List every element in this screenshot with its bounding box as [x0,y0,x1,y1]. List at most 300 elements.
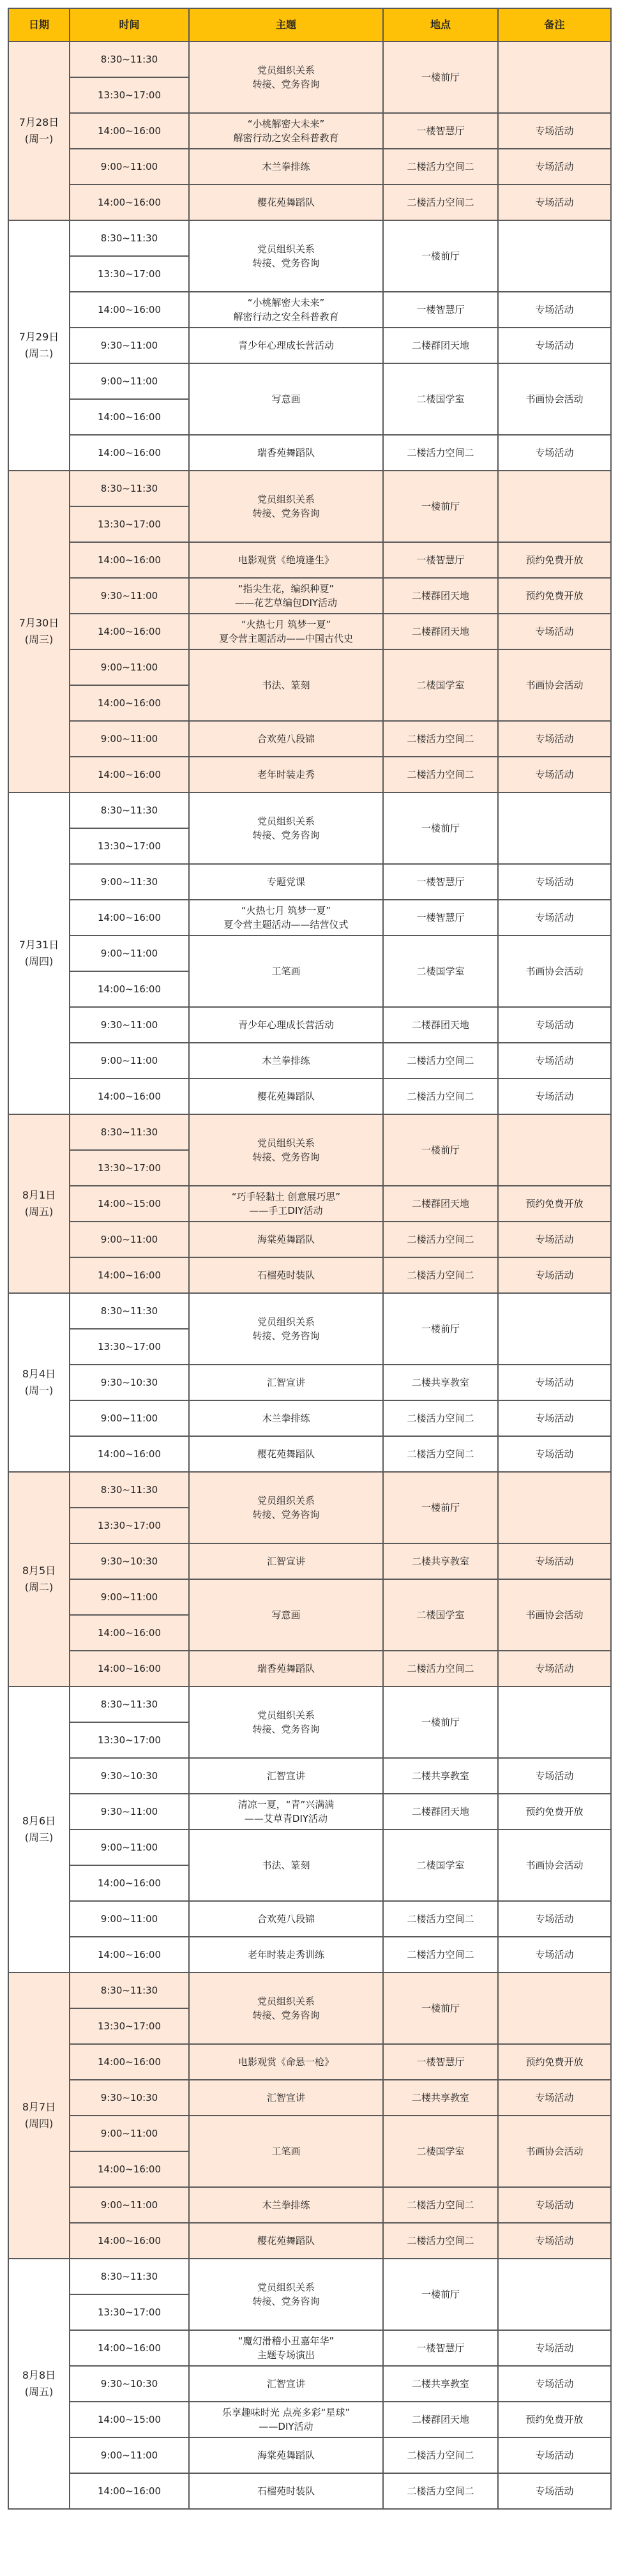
place-cell: 一楼前厅 [383,792,498,864]
topic-line: 转接、党务咨询 [252,1330,320,1342]
place-cell: 二楼活力空间二 [383,1222,498,1257]
time-cell: 14:00~16:00 [70,292,189,328]
place-cell: 二楼活力空间二 [383,2223,498,2259]
table-body [8,42,611,2509]
note-cell: 书画协会活动 [498,2116,611,2187]
place-cell: 二楼共享教室 [383,1758,498,1794]
time-cell: 13:30~17:00 [70,2008,189,2044]
note-cell: 书画协会活动 [498,1830,611,1901]
topic-line: 瑞香苑舞蹈队 [257,447,315,458]
topic-line: 夏令营主题活动——中国古代史 [218,633,353,644]
place-cell: 一楼智慧厅 [383,2044,498,2080]
time-cell: 14:00~16:00 [70,1079,189,1114]
note-cell: 专场活动 [498,1901,611,1937]
table-row [8,2044,611,2080]
header-note: 备注 [498,8,611,42]
place-cell: 一楼智慧厅 [383,292,498,328]
note-cell: 书画协会活动 [498,1579,611,1651]
date-label: 8月6日 [22,1815,56,1827]
topic-cell [189,2187,383,2223]
table-row [8,936,611,971]
place-cell: 二楼活力空间二 [383,2473,498,2509]
date-cell [8,220,70,471]
table-row [8,113,611,149]
topic-cell [189,2473,383,2509]
weekday-label: (周三) [24,633,54,646]
topic-cell [189,1651,383,1686]
topic-cell [189,578,383,614]
topic-line: 瑞香苑舞蹈队 [257,1663,315,1674]
topic-cell [189,936,383,1007]
time-cell: 14:00~16:00 [70,399,189,435]
weekday-label: (周五) [24,2386,54,2398]
topic-line: 党员组织关系 [257,494,315,505]
place-cell: 一楼智慧厅 [383,542,498,578]
place-cell: 二楼活力空间二 [383,757,498,792]
table-row [8,757,611,792]
topic-cell [189,435,383,471]
note-cell: 书画协会活动 [498,649,611,721]
topic-line: 樱花苑舞蹈队 [257,1448,315,1460]
topic-line: 樱花苑舞蹈队 [257,1091,315,1102]
date-cell [8,1973,70,2259]
header-row [8,8,611,42]
table-row [8,1043,611,1079]
topic-line: “小桃解密大未来” [247,297,325,308]
topic-cell [189,1114,383,1186]
note-cell: 专场活动 [498,113,611,149]
place-cell: 二楼国学室 [383,1579,498,1651]
time-cell: 9:00~11:00 [70,1579,189,1615]
header-topic: 主题 [189,8,383,42]
date-label: 8月8日 [22,2369,56,2381]
topic-line: 汇智宣讲 [266,1556,305,1567]
weekday-label: (周四) [24,955,54,967]
date-cell [8,792,70,1114]
date-label: 7月30日 [19,617,59,629]
topic-cell [189,1973,383,2044]
topic-cell [189,649,383,721]
time-cell: 9:30~11:00 [70,1007,189,1043]
time-cell: 14:00~16:00 [70,2330,189,2366]
table-row [8,542,611,578]
table-row [8,1973,611,2008]
table-row [8,2437,611,2473]
table-row [8,149,611,185]
table-row [8,792,611,828]
time-cell: 13:30~17:00 [70,1150,189,1186]
table-row [8,1365,611,1400]
topic-line: 党员组织关系 [257,1495,315,1506]
table-header [8,8,611,42]
note-cell: 专场活动 [498,292,611,328]
place-cell: 二楼活力空间二 [383,149,498,185]
note-cell: 专场活动 [498,185,611,220]
date-cell [8,1472,70,1686]
table-row [8,2187,611,2223]
topic-line: 党员组织关系 [257,243,315,255]
note-cell: 书画协会活动 [498,363,611,435]
topic-cell [189,864,383,900]
time-cell: 13:30~17:00 [70,256,189,292]
time-cell: 9:00~11:00 [70,721,189,757]
time-cell: 8:30~11:30 [70,1114,189,1150]
topic-cell [189,1222,383,1257]
topic-cell [189,113,383,149]
table-row [8,2223,611,2259]
table-row [8,1079,611,1114]
time-cell: 9:00~11:30 [70,864,189,900]
table-row [8,2116,611,2151]
header-time: 时间 [70,8,189,42]
topic-cell [189,1472,383,1543]
date-label: 8月4日 [22,1368,56,1380]
place-cell: 二楼活力空间二 [383,2187,498,2223]
note-cell: 预约免费开放 [498,1794,611,1830]
topic-cell [189,1937,383,1973]
note-cell: 专场活动 [498,864,611,900]
place-cell: 二楼国学室 [383,363,498,435]
note-cell [498,471,611,542]
topic-cell [189,2223,383,2259]
note-cell: 专场活动 [498,1257,611,1293]
schedule-table [8,8,612,2510]
note-cell [498,1472,611,1543]
topic-cell [189,1543,383,1579]
topic-cell [189,2437,383,2473]
time-cell: 8:30~11:30 [70,1293,189,1329]
time-cell: 8:30~11:30 [70,220,189,256]
weekday-label: (周四) [24,2118,54,2130]
date-label: 8月1日 [22,1189,56,1201]
topic-line: 工笔画 [271,2146,301,2157]
place-cell: 二楼国学室 [383,1830,498,1901]
time-cell: 9:00~11:00 [70,149,189,185]
date-cell [8,471,70,792]
place-cell: 二楼群团天地 [383,328,498,363]
time-cell: 14:00~16:00 [70,1436,189,1472]
topic-line: 石榴苑时装队 [257,1269,315,1281]
topic-cell [189,1436,383,1472]
topic-line: 转接、党务咨询 [252,257,320,269]
topic-line: 汇智宣讲 [266,1770,305,1782]
place-cell: 二楼活力空间二 [383,435,498,471]
note-cell: 专场活动 [498,2437,611,2473]
topic-line: 樱花苑舞蹈队 [257,197,315,208]
time-cell: 13:30~17:00 [70,2294,189,2330]
time-cell: 13:30~17:00 [70,1329,189,1365]
note-cell: 预约免费开放 [498,1186,611,1222]
time-cell: 9:00~11:00 [70,2437,189,2473]
note-cell [498,792,611,864]
note-cell: 专场活动 [498,1937,611,1973]
time-cell: 14:00~16:00 [70,614,189,649]
topic-line: “小桃解密大未来” [247,118,325,130]
topic-cell [189,2116,383,2187]
time-cell: 8:30~11:30 [70,792,189,828]
table-row [8,900,611,936]
time-cell: 14:00~16:00 [70,971,189,1007]
topic-line: 转接、党务咨询 [252,2010,320,2021]
table-row [8,471,611,506]
note-cell: 专场活动 [498,900,611,936]
topic-cell [189,2402,383,2437]
table-row [8,220,611,256]
note-cell: 专场活动 [498,757,611,792]
topic-line: 老年时装走秀 [257,769,315,780]
topic-cell [189,757,383,792]
time-cell: 14:00~16:00 [70,1257,189,1293]
place-cell: 二楼群团天地 [383,1186,498,1222]
topic-line: “巧手轻黏土 创意展巧思” [231,1191,341,1202]
note-cell: 专场活动 [498,2187,611,2223]
date-label: 8月5日 [22,1565,56,1577]
topic-cell [189,792,383,864]
table-row [8,1186,611,1222]
date-cell [8,1686,70,1973]
note-cell [498,1973,611,2044]
topic-line: 写意画 [271,1609,301,1621]
place-cell: 二楼共享教室 [383,1543,498,1579]
time-cell: 9:30~11:00 [70,578,189,614]
time-cell: 13:30~17:00 [70,1508,189,1543]
place-cell: 一楼智慧厅 [383,2330,498,2366]
time-cell: 14:00~16:00 [70,1615,189,1651]
topic-line: 樱花苑舞蹈队 [257,2235,315,2246]
place-cell: 二楼活力空间二 [383,1937,498,1973]
place-cell: 二楼共享教室 [383,1365,498,1400]
topic-cell [189,1579,383,1651]
time-cell: 9:00~11:00 [70,1400,189,1436]
place-cell: 二楼群团天地 [383,1007,498,1043]
time-cell: 9:00~11:00 [70,2116,189,2151]
topic-cell [189,1043,383,1079]
table-row [8,1007,611,1043]
note-cell: 预约免费开放 [498,542,611,578]
time-cell: 14:00~16:00 [70,900,189,936]
note-cell: 专场活动 [498,2080,611,2116]
topic-cell [189,1901,383,1937]
table-row [8,1257,611,1293]
weekday-label: (周一) [24,133,54,145]
place-cell: 二楼共享教室 [383,2366,498,2402]
topic-cell [189,220,383,292]
topic-cell [189,1293,383,1365]
topic-line: 木兰拳排练 [262,2199,310,2211]
table-row [8,578,611,614]
time-cell: 9:00~11:00 [70,1222,189,1257]
topic-line: 夏令营主题活动——结营仪式 [223,919,349,930]
place-cell: 二楼群团天地 [383,614,498,649]
note-cell: 专场活动 [498,435,611,471]
note-cell: 书画协会活动 [498,936,611,1007]
note-cell: 专场活动 [498,1758,611,1794]
topic-line: “火热七月 筑梦一夏” [241,905,331,916]
table-row [8,1686,611,1722]
topic-cell [189,328,383,363]
date-label: 7月29日 [19,331,59,343]
topic-line: 书法、篆刻 [262,1860,310,1871]
place-cell: 二楼国学室 [383,936,498,1007]
time-cell: 9:30~10:30 [70,1543,189,1579]
topic-line: 书法、篆刻 [262,679,310,691]
note-cell: 预约免费开放 [498,2402,611,2437]
topic-line: 电影观赏《绝境逢生》 [237,554,334,566]
time-cell: 8:30~11:30 [70,471,189,506]
note-cell: 专场活动 [498,2223,611,2259]
topic-cell [189,149,383,185]
note-cell: 专场活动 [498,1222,611,1257]
time-cell: 14:00~16:00 [70,435,189,471]
table-row [8,1901,611,1937]
note-cell: 专场活动 [498,1436,611,1472]
place-cell: 一楼前厅 [383,1472,498,1543]
table-row [8,2473,611,2509]
topic-line: 党员组织关系 [257,1316,315,1328]
topic-line: 党员组织关系 [257,2282,315,2293]
note-cell: 专场活动 [498,721,611,757]
place-cell: 二楼活力空间二 [383,2437,498,2473]
topic-cell [189,1686,383,1758]
place-cell: 二楼活力空间二 [383,1257,498,1293]
time-cell: 9:00~11:00 [70,1901,189,1937]
topic-line: 清凉一夏，“青”兴满满 [237,1799,335,1810]
place-cell: 二楼群团天地 [383,2402,498,2437]
time-cell: 14:00~16:00 [70,2044,189,2080]
place-cell: 一楼前厅 [383,1973,498,2044]
place-cell: 二楼国学室 [383,2116,498,2187]
topic-line: 木兰拳排练 [262,161,310,172]
topic-line: 党员组织关系 [257,1709,315,1721]
table-row [8,1436,611,1472]
place-cell: 二楼共享教室 [383,2080,498,2116]
place-cell: 一楼智慧厅 [383,900,498,936]
time-cell: 9:00~11:00 [70,363,189,399]
time-cell: 8:30~11:30 [70,42,189,77]
note-cell: 专场活动 [498,1043,611,1079]
date-cell [8,2259,70,2509]
note-cell: 专场活动 [498,2366,611,2402]
topic-cell [189,2330,383,2366]
time-cell: 13:30~17:00 [70,1722,189,1758]
topic-cell [189,471,383,542]
header-date: 日期 [8,8,70,42]
topic-cell [189,1400,383,1436]
time-cell: 14:00~16:00 [70,757,189,792]
topic-cell [189,2366,383,2402]
topic-line: 海棠苑舞蹈队 [257,1234,315,1245]
time-cell: 13:30~17:00 [70,828,189,864]
note-cell: 专场活动 [498,1365,611,1400]
table-row [8,721,611,757]
date-cell [8,42,70,220]
topic-line: ——艾草青DIY活动 [244,1813,328,1824]
place-cell: 一楼前厅 [383,2259,498,2330]
time-cell: 14:00~16:00 [70,2223,189,2259]
place-cell: 二楼群团天地 [383,578,498,614]
topic-line: 木兰拳排练 [262,1055,310,1066]
table-row [8,185,611,220]
note-cell: 专场活动 [498,614,611,649]
topic-line: 转接、党务咨询 [252,1509,320,1520]
place-cell: 二楼活力空间二 [383,1079,498,1114]
place-cell: 一楼前厅 [383,42,498,113]
note-cell: 专场活动 [498,328,611,363]
time-cell: 14:00~15:00 [70,2402,189,2437]
note-cell: 预约免费开放 [498,578,611,614]
topic-cell [189,1365,383,1400]
place-cell: 一楼智慧厅 [383,113,498,149]
table-row [8,363,611,399]
topic-cell [189,292,383,328]
topic-line: 电影观赏《命悬一枪》 [237,2056,334,2068]
place-cell: 二楼活力空间二 [383,1043,498,1079]
topic-line: 汇智宣讲 [266,1377,305,1388]
topic-cell [189,614,383,649]
topic-line: 党员组织关系 [257,815,315,827]
topic-cell [189,1186,383,1222]
table-row [8,864,611,900]
place-cell: 一楼前厅 [383,220,498,292]
note-cell: 专场活动 [498,1651,611,1686]
time-cell: 9:00~11:00 [70,1830,189,1865]
date-label: 7月31日 [19,939,59,951]
topic-line: 转接、党务咨询 [252,2296,320,2307]
table-row [8,1400,611,1436]
note-cell: 专场活动 [498,2330,611,2366]
note-cell: 专场活动 [498,2473,611,2509]
topic-line: 乐享趣味时光 点亮多彩“星球” [222,2407,350,2418]
table-row [8,2366,611,2402]
topic-cell [189,1079,383,1114]
note-cell: 专场活动 [498,1079,611,1114]
topic-line: “魔幻滑稽小丑嘉年华” [237,2335,335,2347]
weekday-label: (周五) [24,1206,54,1218]
time-cell: 9:30~10:30 [70,1365,189,1400]
topic-line: 写意画 [271,393,301,405]
time-cell: 13:30~17:00 [70,506,189,542]
topic-line: 转接、党务咨询 [252,830,320,841]
date-label: 7月28日 [19,116,59,128]
note-cell [498,1293,611,1365]
place-cell: 二楼国学室 [383,649,498,721]
table-row [8,1794,611,1830]
note-cell [498,220,611,292]
note-cell [498,2259,611,2330]
topic-line: ——花艺草编包DIY活动 [234,597,338,609]
topic-line: 主题专场演出 [257,2349,315,2361]
place-cell: 二楼活力空间二 [383,185,498,220]
topic-line: 专题党课 [266,876,305,888]
place-cell: 一楼前厅 [383,1686,498,1758]
topic-line: 解密行动之安全科普教育 [233,311,339,322]
table-row [8,1758,611,1794]
time-cell: 14:00~16:00 [70,2151,189,2187]
topic-line: 石榴苑时装队 [257,2485,315,2497]
note-cell [498,1114,611,1186]
topic-cell [189,721,383,757]
table-row [8,1543,611,1579]
topic-line: 党员组织关系 [257,1137,315,1149]
place-cell: 一楼前厅 [383,471,498,542]
table-row [8,42,611,77]
topic-cell [189,185,383,220]
table-row [8,328,611,363]
topic-line: 转接、党务咨询 [252,79,320,90]
date-label: 8月7日 [22,2101,56,2113]
date-cell [8,1114,70,1293]
time-cell: 8:30~11:30 [70,1973,189,2008]
